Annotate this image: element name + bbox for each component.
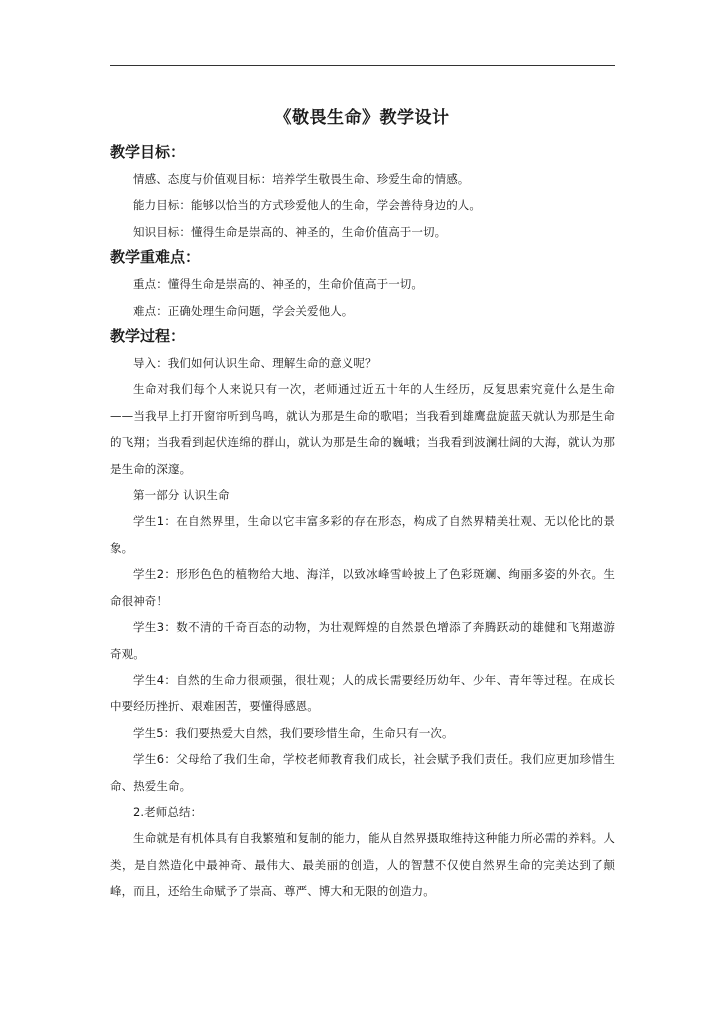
- paragraph: 学生4：自然的生命力很顽强，很壮观；人的成长需要经历幼年、少年、青年等过程。在成长中要经历挫折、艰难困苦，要懂得感恩。: [110, 672, 615, 714]
- paragraph: 难点：正确处理生命问题，学会关爱他人。: [133, 303, 354, 318]
- paragraph: 导入：我们如何认识生命、理解生命的意义呢？: [133, 356, 377, 371]
- document-body: [110, 140, 615, 905]
- paragraph: 第一部分 认识生命: [133, 488, 230, 503]
- paragraph: 知识目标：懂得生命是崇高的、神圣的，生命价值高于一切。: [133, 224, 447, 239]
- paragraph: 学生3：数不清的千奇百态的动物，为壮观辉煌的自然景色增添了奔腾跃动的雄健和飞翔遨游奇观。: [110, 620, 615, 661]
- paragraph: 能力目标：能够以恰当的方式珍爱他人的生命，学会善待身边的人。: [133, 198, 481, 213]
- paragraph: 学生5：我们要热爱大自然，我们要珍惜生命，生命只有一次。: [133, 725, 454, 740]
- paragraph: 情感、态度与价值观目标：培养学生敬畏生命、珍爱生命的情感。: [133, 172, 470, 186]
- paragraph: 学生6：父母给了我们生命，学校老师教育我们成长，社会赋予我们责任。我们应更加珍惜生命、热爱生命。: [110, 752, 615, 793]
- section-heading-process: 教学过程：: [110, 327, 186, 346]
- paragraph: 学生1：在自然界里，生命以它丰富多彩的存在形态，构成了自然界精美壮观、无以伦比的景象。: [110, 514, 615, 555]
- document-title: 《敬畏生命》教学设计: [274, 108, 450, 128]
- section-heading-key-points: 教学重难点：: [110, 248, 201, 267]
- section-heading-objectives: 教学目标：: [110, 143, 186, 161]
- paragraph: 学生2：形形色色的植物给大地、海洋，以致冰峰雪岭披上了色彩斑斓、绚丽多姿的外衣。生命很神奇！: [110, 567, 615, 608]
- paragraph: 生命对我们每个人来说只有一次，老师通过近五十年的人生经历，反复思索究竟什么是生命——当我早上打开窗帘听到鸟鸣，就认为那是生命的歌唱；当我看到雄鹰盘旋蓝天就认为那是生命的飞翔；当我看到起伏连绵的群山，就认为那是生命的巍峨；当我看到波澜壮阔的大海，就认为那是生命的深邃。: [110, 382, 615, 476]
- header-rule: [110, 65, 615, 66]
- paragraph: 2.老师总结：: [133, 804, 203, 819]
- paragraph: 生命就是有机体具有自我繁殖和复制的能力，能从自然界摄取维持这种能力所必需的养料。人类，是自然造化中最神奇、最伟大、最美丽的创造，人的智慧不仅使自然界生命的完美达到了颠峰，而且，还给生命赋予了崇高、尊严、博大和无限的创造力。: [110, 831, 615, 899]
- paragraph: 重点：懂得生命是崇高的、神圣的，生命价值高于一切。: [133, 277, 423, 292]
